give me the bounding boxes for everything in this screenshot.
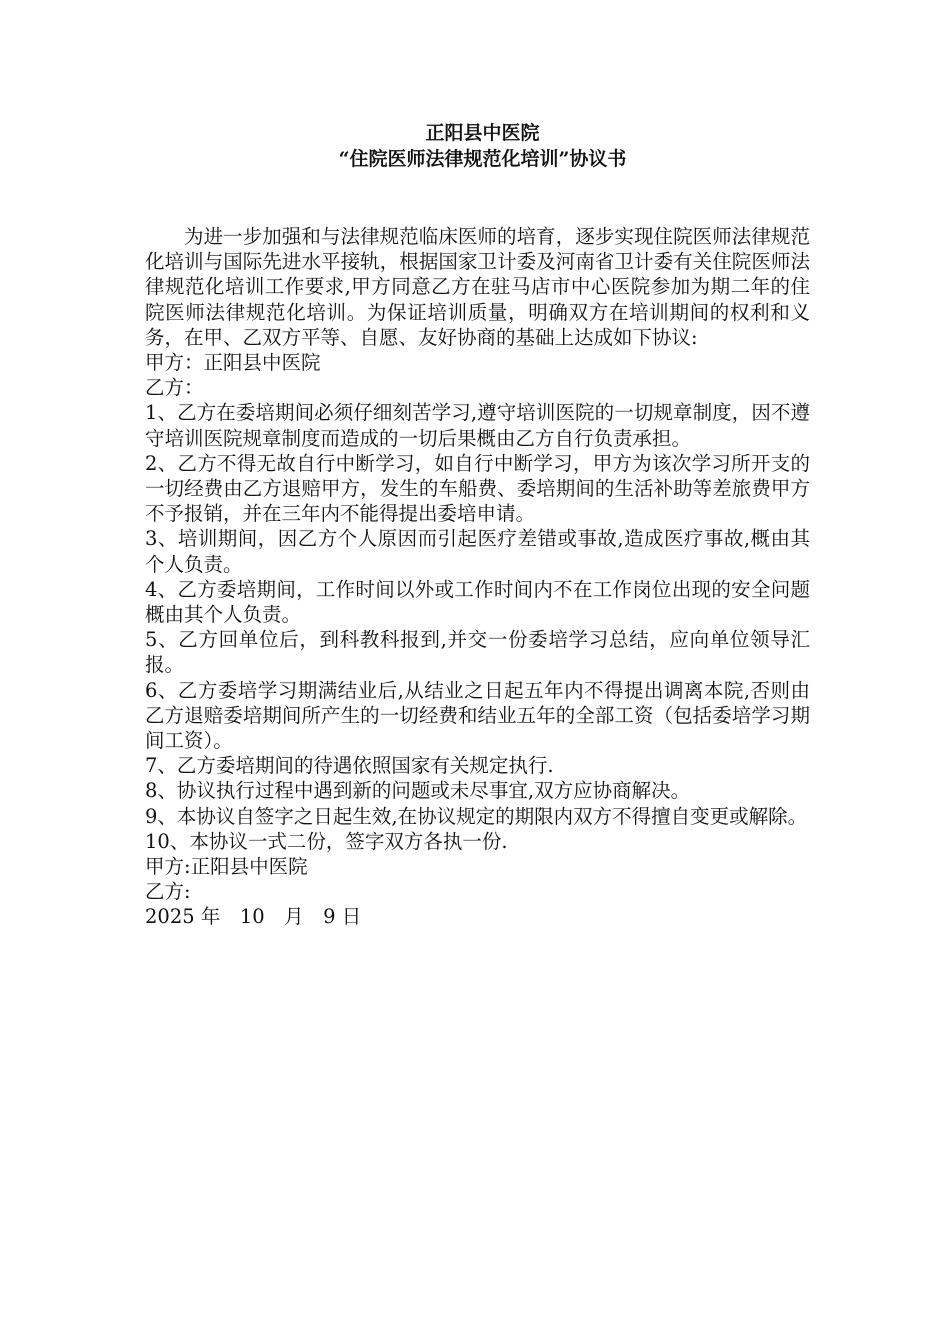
document-title: 正阳县中医院 xyxy=(425,122,540,144)
clause-7: 7、乙方委培期间的待遇依照国家有关规定执行. xyxy=(145,754,554,778)
clause-1: 1、乙方在委培期间必须仔细刻苦学习,遵守培训医院的一切规章制度，因不遵守培训医院规章制度而造成的一切后果概由乙方自行负责承担。 xyxy=(145,401,810,450)
party-b-line: 乙方： xyxy=(145,376,204,400)
document-content xyxy=(145,120,810,930)
clause-10: 10、本协议一式二份，签字双方各执一份. xyxy=(145,829,508,853)
intro-paragraph: 为进一步加强和与法律规范临床医师的培育，逐步实现住院医师法律规范化培训与国际先进水平接轨，根据国家卫计委及河南省卫计委有关住院医师法律规范化培训工作要求,甲方同意乙方在驻马店市中心医院参加为期二年的住院医师法律规范化培训。为保证培训质量，明确双方在培训期间的权利和义务，在甲、乙双方平等、自愿、友好协商的基础上达成如下协议: xyxy=(145,225,810,349)
document-body xyxy=(145,224,810,930)
clause-2: 2、乙方不得无故自行中断学习，如自行中断学习，甲方为该次学习所开支的一切经费由乙方退赔甲方，发生的车船费、委培期间的生活补助等差旅费甲方不予报销，并在三年内不能得提出委培申请。 xyxy=(145,451,810,526)
signature-date: 2025 年 10 月 9 日 xyxy=(145,905,362,929)
title-block xyxy=(155,120,810,172)
signature-party-b: 乙方: xyxy=(145,880,191,904)
document-subtitle: “住院医师法律规范化培训”协议书 xyxy=(338,148,627,170)
clause-3: 3、培训期间，因乙方个人原因而引起医疗差错或事故,造成医疗事故,概由其个人负责。 xyxy=(145,527,810,576)
clause-6: 6、乙方委培学习期满结业后,从结业之日起五年内不得提出调离本院,否则由乙方退赔委培期间所产生的一切经费和结业五年的全部工资（包括委培学习期间工资）。 xyxy=(145,678,810,753)
clause-5: 5、乙方回单位后，到科教科报到,并交一份委培学习总结，应向单位领导汇报。 xyxy=(145,628,810,677)
party-a-line: 甲方：正阳县中医院 xyxy=(145,351,321,375)
clause-4: 4、乙方委培期间，工作时间以外或工作时间内不在工作岗位出现的安全问题概由其个人负责。 xyxy=(145,577,810,627)
signature-party-a: 甲方:正阳县中医院 xyxy=(145,855,308,879)
clause-9: 9、本协议自签字之日起生效,在协议规定的期限内双方不得擅自变更或解除。 xyxy=(145,804,808,828)
clause-8: 8、协议执行过程中遇到新的问题或未尽事宜,双方应协商解决。 xyxy=(145,779,691,803)
